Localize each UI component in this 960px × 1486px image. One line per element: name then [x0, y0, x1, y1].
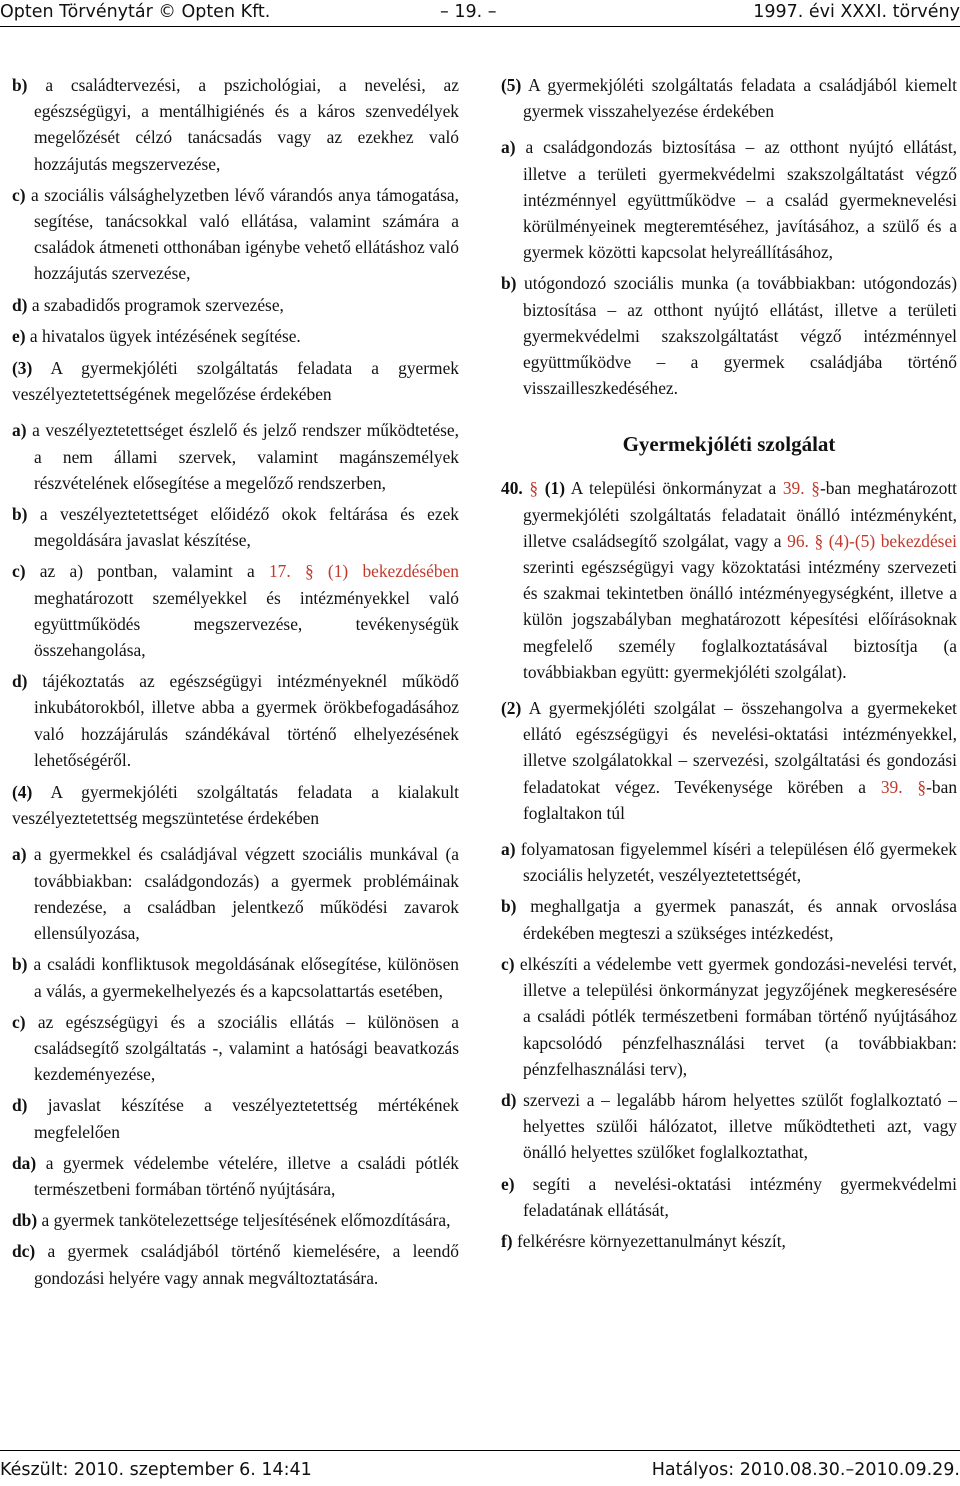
header-law-title: 1997. évi XXXI. törvény: [753, 2, 960, 22]
list-item: dc) a gyermek családjából történő kiemelésére, a leendő gondozási helyére vagy annak megváltoztatására.: [12, 1241, 459, 1288]
right-column: [501, 72, 957, 1259]
list-item: d) tájékoztatás az egészségügyi intézményeknél működő inkubátorokból, illetve abba a gyermek örökbefogadásához való hozzájárulás szándékával történő elhelyezésének lehetőségéről.: [12, 671, 459, 770]
reference-link-39[interactable]: 39.: [782, 478, 805, 499]
section-sign: §: [808, 530, 824, 551]
footer-validity: Hatályos: 2010.08.30.–2010.09.29.: [651, 1460, 960, 1480]
header-rule: [0, 26, 960, 27]
list-item: a) folyamatosan figyelemmel kíséri a településen élő gyermekek szociális helyzetét, veszélyeztetettségét,: [501, 839, 957, 886]
list-item: c) az egészségügyi és a szociális ellátás – különösen a családsegítő szolgáltatás -, valamint a hatósági beavatkozás kezdeményezése,: [12, 1011, 459, 1085]
reference-link-39[interactable]: 39.: [880, 776, 903, 797]
list-item: db) a gyermek tankötelezettsége teljesítésének előmozdítására,: [12, 1210, 451, 1231]
list-item: c) a szociális válsághelyzetben lévő várandós anya támogatása, segítése, tanácsokkal való ellátása, valamint számára a családok átmeneti otthonában igénybe vehető ellátáshoz való hozzájutás szervezése,: [12, 184, 459, 284]
list-item: a) a gyermekkel és családjával végzett szociális munkával (a továbbiakban: családgondozás) a gyermek problémáinak rendezése, a családban jelentkező működési zavarok ellensúlyozása,: [12, 844, 459, 944]
list-item: c) az a) pontban, valamint a 17. § (1) bekezdésében meghatározott személyekkel és intézményekkel való együttműködés megszervezése, tevékenységük összehangolása,: [12, 561, 459, 661]
section-sign: §: [522, 478, 539, 499]
list-item: d) a szabadidős programok szervezése,: [12, 294, 284, 315]
list-item: c) elkészíti a védelembe vett gyermek gondozási-nevelési tervét, illetve a települési önkormányzat jegyzőjének megkeresésére a családi pótlék természetbeni formában történő nyújtásához kapcsolódó pénzfelhasználási tervet (a továbbiakban: pénzfelhasználási terv),: [501, 953, 957, 1079]
paragraph-2: (2) A gyermekjóléti szolgálat – összehangolva a gyermekeket ellátó egészségügyi és nevelési-oktatási intézményekkel, illetve szolgálatokkal – szervezési, szolgáltatási és gondozási feladatokat végez. Tevékenysége körében a 39. §-ban foglaltakon túl: [501, 698, 958, 823]
paragraph-5: (5) A gyermekjóléti szolgáltatás feladata a családjából kiemelt gyermek visszahelyezése érdekében: [501, 75, 957, 122]
section-sign: §: [804, 478, 820, 499]
reference-link-96-4-5[interactable]: (4)-(5) bekezdései: [823, 530, 957, 551]
section-40: 40. § (1) A települési önkormányzat a 39. §-ban meghatározott gyermekjóléti szolgáltatás feladatait önálló intézményként, illetve családsegítő szolgálat, vagy a 96. § (4)-(5) bekezdései szerinti egészségügyi vagy közoktatási intézmény szervezeti és szakmai tekintetben önálló intézményegységként, illetve a külön jogszabályban meghatározott képesítési előírásoknak megfelelő személy foglalkoztatásával biztosítja (a továbbiakban együtt: gyermekjóléti szolgálat).: [501, 478, 958, 682]
list-item: e) a hivatalos ügyek intézésének segítése.: [12, 325, 301, 346]
list-item: f) felkérésre környezettanulmányt készít,: [501, 1230, 786, 1251]
list-item: b) utógondozó szociális munka (a továbbiakban: utógondozás) biztosítása – az otthont nyújtó ellátást, illetve a területi gyermekvédelmi szakszolgáltatást végző intézménnyel együttműködve – a gyermek családjába történő visszailleszkedéséhez.: [501, 273, 957, 399]
list-item: d) javaslat készítése a veszélyeztetettség mértékének megfelelően: [12, 1095, 459, 1142]
reference-link-17-1[interactable]: (1) bekezdésében: [313, 561, 459, 582]
reference-link-96[interactable]: 96.: [787, 530, 809, 551]
section-sign: §: [902, 776, 927, 797]
list-item: b) a veszélyeztetettséget előidéző okok feltárása és ezek megoldására javaslat készítése,: [12, 504, 459, 551]
section-sign: §: [290, 561, 314, 582]
footer-rule: [0, 1450, 960, 1451]
reference-link-17[interactable]: 17.: [268, 561, 291, 582]
list-item: b) a családtervezési, a pszichológiai, a nevelési, az egészségügyi, a mentálhigiénés és a káros szenvedélyek megelőzését célzó tanácsadás vagy az ezekhez való hozzájutás megszervezése,: [12, 75, 459, 174]
page-footer: [0, 1458, 960, 1486]
paragraph-4: (4) A gyermekjóléti szolgáltatás feladata a kialakult veszélyeztetettség megszüntetése érdekében: [12, 782, 459, 829]
list-item: e) segíti a nevelési-oktatási intézmény gyermekvédelmi feladatának ellátását,: [501, 1173, 957, 1220]
footer-created: Készült: 2010. szeptember 6. 14:41: [0, 1460, 312, 1480]
header-publisher: Opten Törvénytár © Opten Kft.: [0, 2, 271, 22]
page-number: – 19. –: [440, 2, 497, 22]
list-item: b) meghallgatja a gyermek panaszát, és annak orvoslása érdekében megteszi a szükséges intézkedést,: [501, 896, 957, 943]
section-title: Gyermekjóléti szolgálat: [622, 432, 836, 457]
page-header: [0, 0, 960, 28]
list-item: da) a gyermek védelembe vételére, illetve a családi pótlék természetbeni formában történő nyújtására,: [12, 1152, 459, 1199]
list-item: d) szervezi a – legalább három helyettes szülőt foglalkoztató – helyettes szülői hálózatot, illetve működtetheti azt, vagy önálló helyettes szülőket foglalkoztathat,: [501, 1089, 957, 1163]
list-item: a) a családgondozás biztosítása – az otthont nyújtó ellátást, illetve a területi gyermekvédelmi szakszolgáltatást végző intézménnyel együttműködve – a család gyermeknevelési körülményeinek megteremtéséhez, javításához, a szülő és a gyermek közötti kapcsolat helyreállításához,: [501, 137, 957, 263]
paragraph-3: (3) A gyermekjóléti szolgáltatás feladata a gyermek veszélyeztetettségének megelőzése érdekében: [12, 358, 459, 405]
list-item: a) a veszélyeztetettséget észlelő és jelző rendszer működtetése, a nem állami szervek, valamint magánszemélyek részvételének elősegítése a megelőző rendszerben,: [12, 420, 459, 493]
left-column: [12, 72, 459, 1296]
list-item: b) a családi konfliktusok megoldásának elősegítése, különösen a válás, a gyermekelhelyezés és a kapcsolattartás esetében,: [12, 954, 459, 1001]
